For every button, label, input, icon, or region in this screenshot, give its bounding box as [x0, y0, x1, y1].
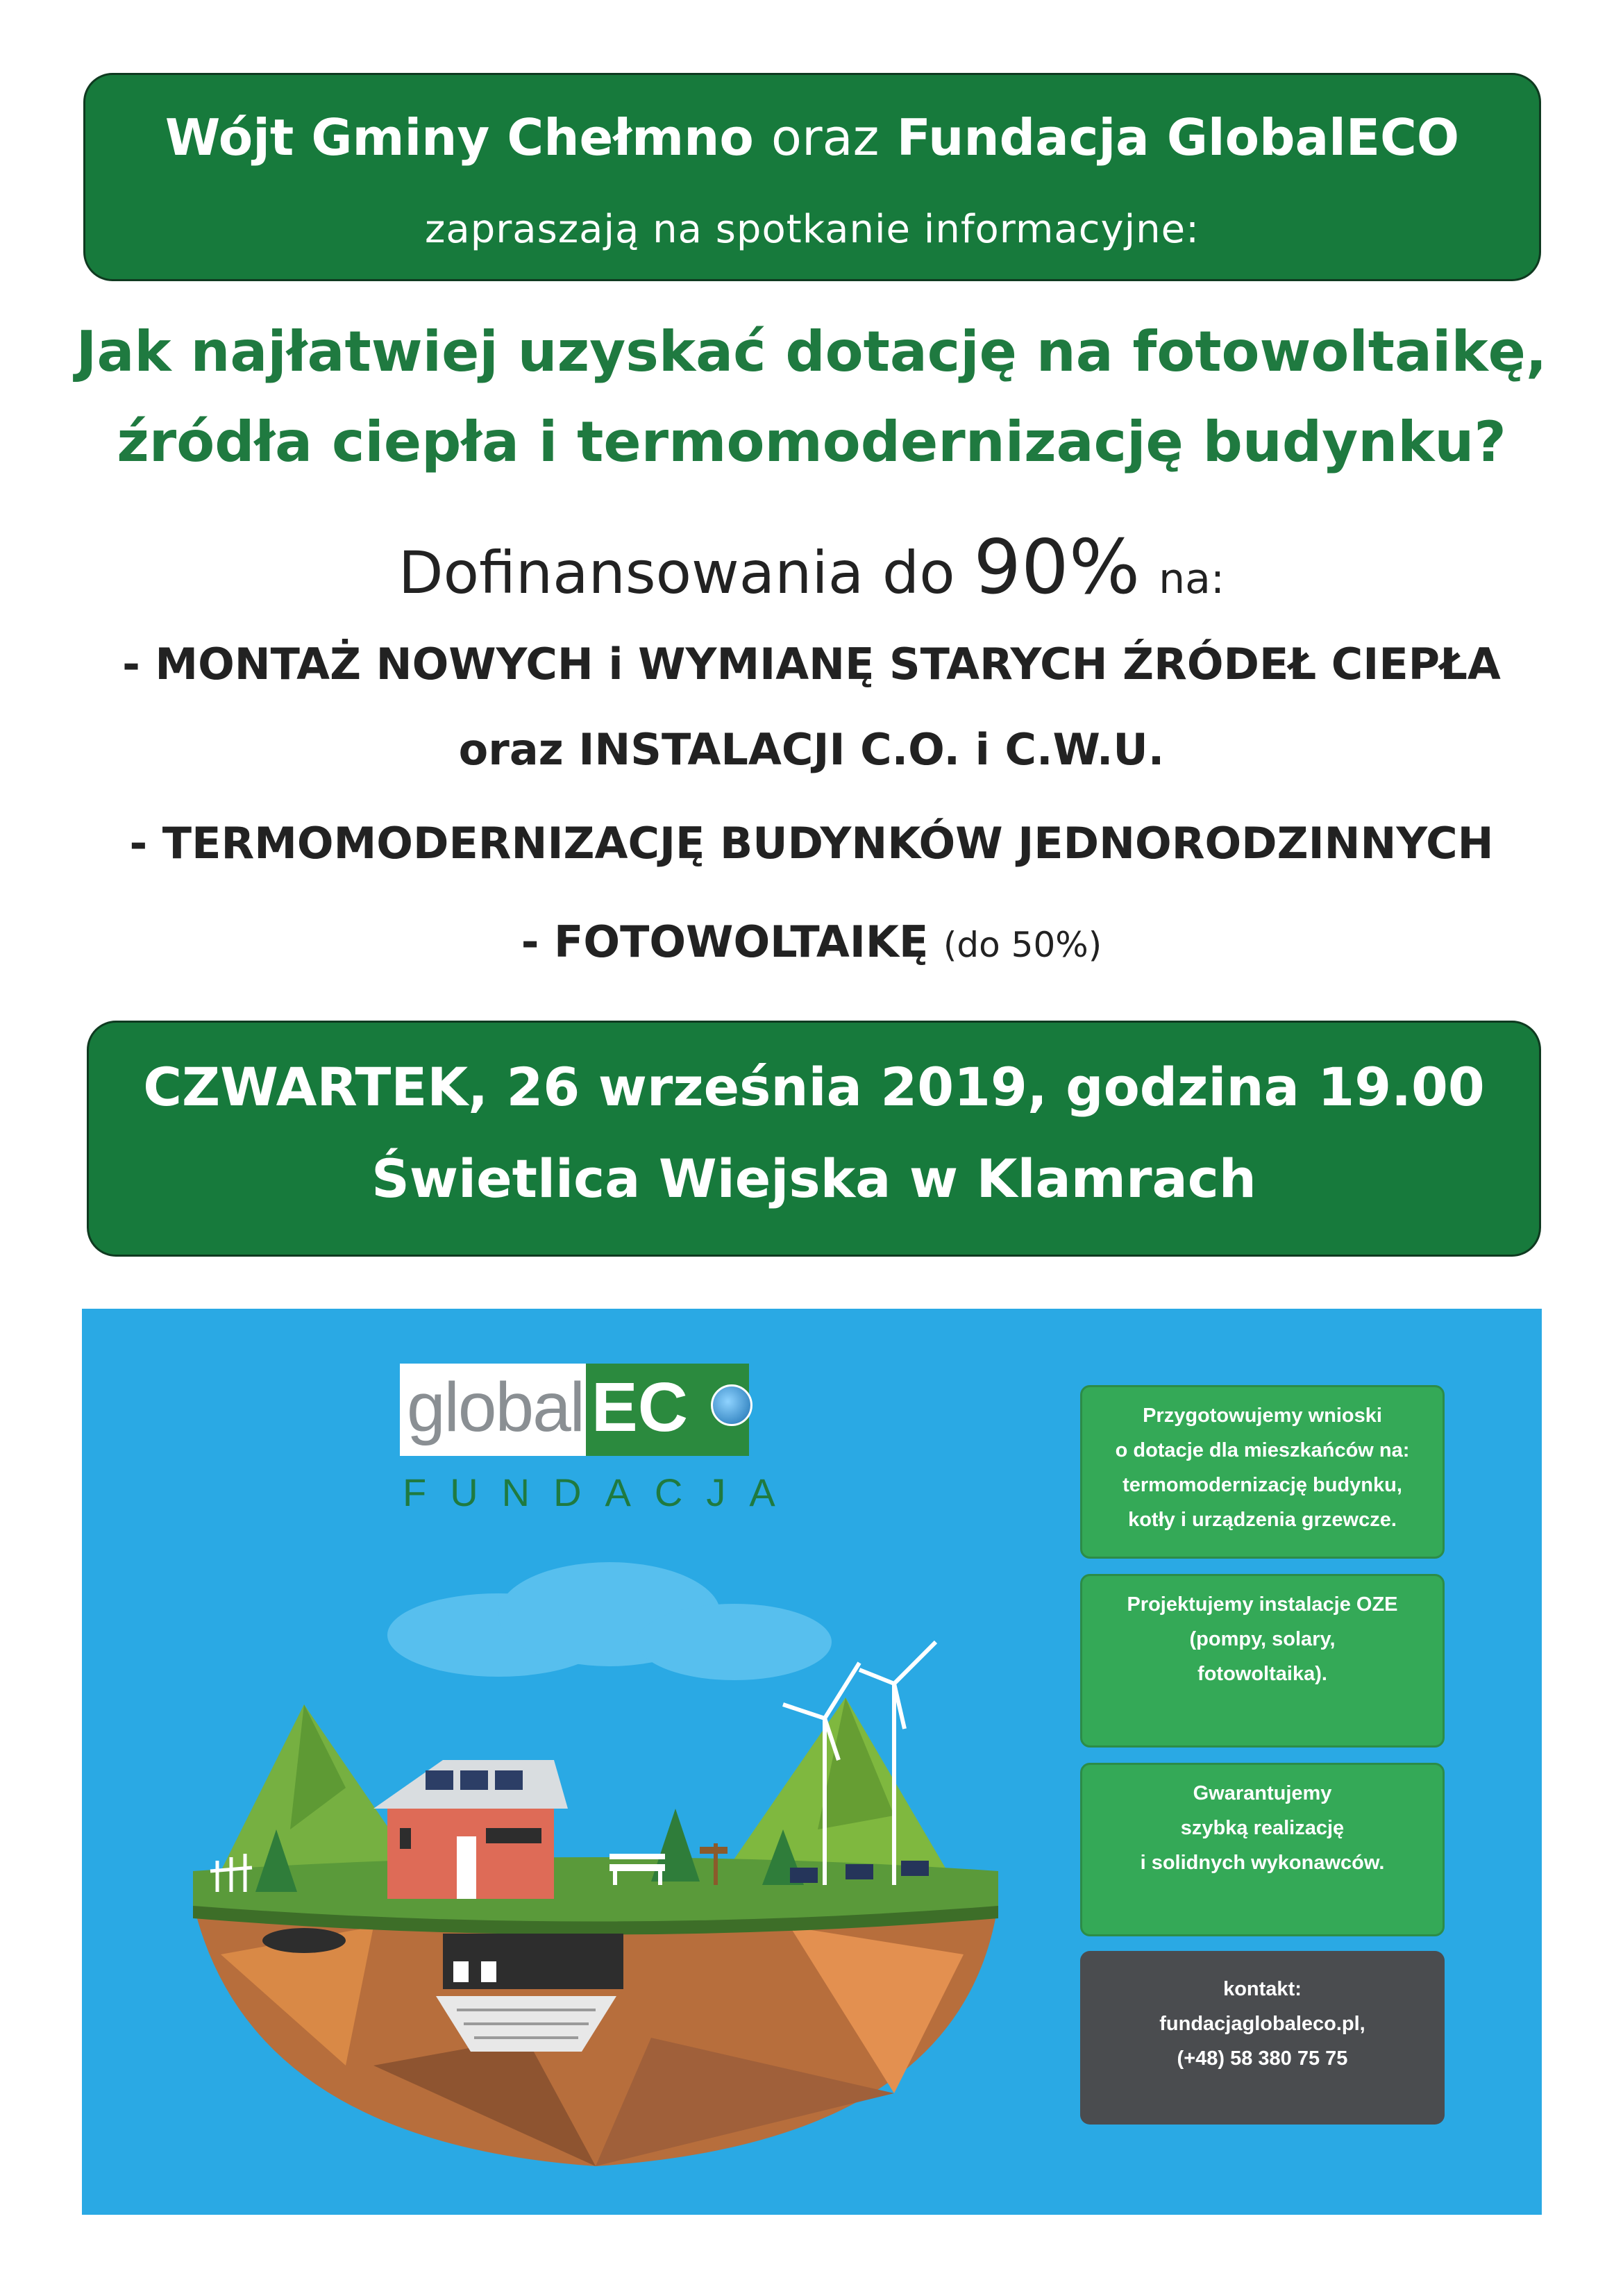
host-name: Wójt Gminy Chełmno	[165, 108, 754, 167]
logo-word-eco: EC	[591, 1368, 688, 1446]
info-box-line: (pompy, solary,	[1189, 1628, 1336, 1650]
invitation-header-box	[83, 73, 1541, 281]
info-box-line: Gwarantujemy	[1193, 1782, 1332, 1804]
event-place: Świetlica Wiejska w Klamrach	[371, 1148, 1256, 1209]
funding-suffix: na:	[1159, 555, 1225, 603]
bullet-photovoltaics-note: (do 50%)	[943, 925, 1102, 965]
info-box-oze-design	[1080, 1574, 1445, 1748]
invitation-subtitle: zapraszają na spotkanie informacyjne:	[424, 207, 1200, 252]
info-box-line: kotły i urządzenia grzewcze.	[1128, 1509, 1397, 1531]
foundation-name: Fundacja GlobalECO	[896, 108, 1460, 167]
info-box-line: fotowoltaika).	[1197, 1663, 1327, 1685]
bullet-heat-sources-line-2: oraz INSTALACJI C.O. i C.W.U.	[458, 724, 1165, 775]
question-line-1: Jak najłatwiej uzyskać dotację na fotowoltaikę,	[76, 319, 1547, 384]
globaleco-logo	[400, 1364, 749, 1456]
info-box-line: termomodernizację budynku,	[1122, 1474, 1402, 1496]
info-box-line: i solidnych wykonawców.	[1140, 1852, 1385, 1874]
eco-house-illustration	[165, 1538, 1026, 2190]
house	[373, 1760, 568, 1899]
title-connector: oraz	[771, 108, 880, 167]
info-box-guarantee	[1080, 1763, 1445, 1936]
event-datetime: CZWARTEK, 26 września 2019, godzina 19.00	[143, 1056, 1485, 1118]
contact-website: fundacjaglobaleco.pl,	[1159, 2013, 1365, 2035]
cloud-shape	[387, 1562, 832, 1680]
contact-phone: (+48) 58 380 75 75	[1177, 2047, 1348, 2070]
globaleco-banner	[82, 1309, 1542, 2215]
invitation-title	[85, 108, 1539, 167]
contact-box	[1080, 1951, 1445, 2125]
funding-prefix: Dofinansowania do	[398, 539, 955, 607]
logo-word-global: global	[407, 1368, 584, 1446]
info-box-line: szybką realizację	[1180, 1817, 1345, 1839]
bullet-heat-sources-line-1: - MONTAŻ NOWYCH i WYMIANĘ STARYCH ŹRÓDEŁ CIEPŁA	[122, 639, 1501, 689]
contact-label: kontakt:	[1223, 1978, 1302, 2000]
bullet-photovoltaics-main: - FOTOWOLTAIKĘ	[521, 916, 929, 967]
solar-panels-roof	[426, 1770, 523, 1790]
funding-percent: 90%	[973, 524, 1141, 611]
question-line-2: źródła ciepła i termomodernizację budynku?	[117, 410, 1506, 474]
info-box-line: Przygotowujemy wnioski	[1143, 1405, 1382, 1427]
funding-headline	[0, 524, 1623, 611]
info-box-line: Projektujemy instalacje OZE	[1127, 1593, 1398, 1616]
bullet-photovoltaics	[0, 916, 1623, 967]
bullet-thermo-modernization: - TERMOMODERNIZACJĘ BUDYNKÓW JEDNORODZINNYCH	[129, 818, 1494, 869]
logo-subtitle: FUNDACJA	[403, 1470, 799, 1514]
info-box-line: o dotacje dla mieszkańców na:	[1115, 1439, 1410, 1461]
fence	[210, 1854, 252, 1892]
event-details-box	[87, 1021, 1541, 1257]
globe-icon	[711, 1384, 752, 1426]
info-box-applications	[1080, 1385, 1445, 1559]
